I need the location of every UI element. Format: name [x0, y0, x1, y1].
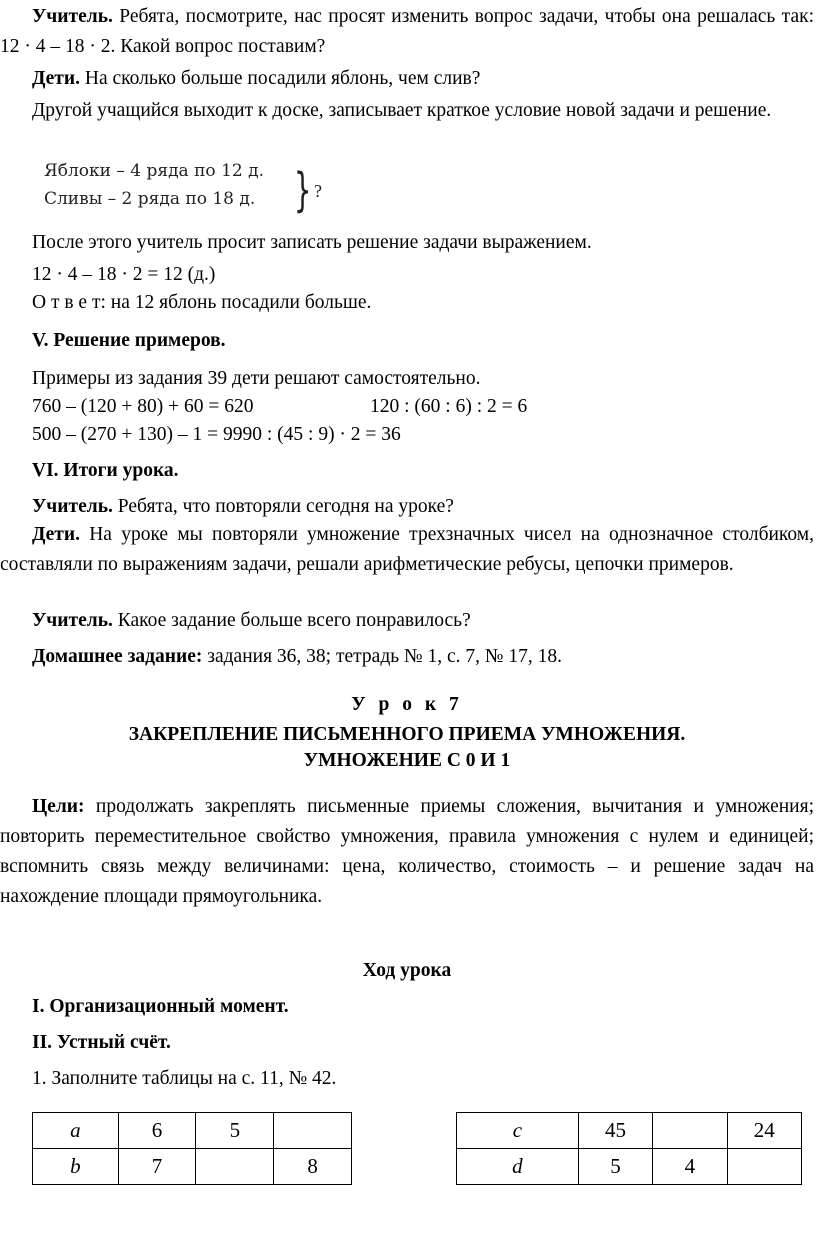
table-cell: 5: [196, 1113, 274, 1149]
example-2: 120 : (60 : 6) : 2 = 6: [370, 396, 528, 417]
speaker-label: Учитель.: [32, 6, 113, 27]
brace-icon: }: [293, 163, 312, 217]
paragraph-children-summary: [0, 520, 814, 580]
paragraph-teacher-summary-question: [0, 492, 814, 522]
table-cell: [727, 1149, 801, 1185]
paragraph-teacher-question: [0, 2, 814, 62]
table-cell: [653, 1113, 727, 1149]
condition-plums: Сливы – 2 ряда по 18 д.: [44, 189, 256, 209]
section-heading-organizational: I. Организационный момент.: [32, 996, 289, 1017]
table-c-d: [456, 1112, 802, 1185]
paragraph-goals: [0, 792, 814, 912]
table-cell: 45: [578, 1113, 652, 1149]
section-heading-summary: VI. Итоги урока.: [32, 460, 179, 481]
lesson-title-line1: ЗАКРЕПЛЕНИЕ ПИСЬМЕННОГО ПРИЕМА УМНОЖЕНИЯ.: [128, 724, 686, 745]
paragraph-text: Какое задание больше всего понравилось?: [112, 610, 471, 631]
paragraph-teacher-favorite: [0, 606, 814, 636]
table-a-b: [32, 1112, 352, 1185]
table-row: [457, 1149, 802, 1185]
table-cell: 24: [727, 1113, 801, 1149]
question-mark: ?: [314, 181, 322, 201]
section-heading-examples: V. Решение примеров.: [32, 330, 226, 351]
condition-apples: Яблоки – 4 ряда по 12 д.: [44, 161, 264, 181]
lesson-title-line2: УМНОЖЕНИЕ С 0 И 1: [303, 750, 511, 771]
speaker-label: Учитель.: [32, 610, 113, 631]
paragraph-children-answer: [0, 64, 814, 94]
example-4: 90 : (45 : 9) · 2 = 36: [242, 424, 401, 445]
heading-lesson-course: Ход урока: [362, 960, 452, 981]
paragraph-text: На сколько больше посадили яблонь, чем слив?: [80, 68, 481, 89]
speaker-label: Дети.: [32, 524, 80, 545]
example-3: 500 – (270 + 130) – 1 = 99: [32, 424, 243, 445]
goals-label: Цели:: [32, 796, 85, 817]
homework-text: задания 36, 38; тетрадь № 1, с. 7, № 17, 18.: [202, 646, 562, 667]
paragraph-expression-instruction: После этого учитель просит записать решение задачи выражением.: [32, 232, 592, 253]
lesson-number: У р о к 7: [351, 694, 463, 715]
answer-label: О т в е т:: [32, 292, 106, 313]
speaker-label: Дети.: [32, 68, 80, 89]
paragraph-text: Ребята, посмотрите, нас просят изменить вопрос задачи, чтобы она решалась так: 12 · 4 – 18 · 2. Какой вопрос поставим?: [0, 6, 814, 57]
table-row: [33, 1149, 352, 1185]
table-cell: d: [457, 1149, 579, 1185]
example-3-4: [32, 420, 401, 450]
table-cell: [196, 1149, 274, 1185]
homework-label: Домашнее задание:: [32, 646, 203, 667]
paragraph-text: Ребята, что повторяли сегодня на уроке?: [112, 496, 454, 517]
table-cell: 6: [118, 1113, 196, 1149]
goals-text: продолжать закреплять письменные приемы сложения, вычитания и умножения; повторить переместительное свойство умножения, правила умножения с нулем и единицей; вспомнить связь между величинами: цена, количество, стоимость – и решение задач на нахождение площади прямоугольника.: [0, 796, 814, 907]
table-cell: 8: [274, 1149, 352, 1185]
table-cell: 4: [653, 1149, 727, 1185]
paragraph-text: На уроке мы повторяли умножение трехзначных чисел на однозначное столбиком, составляли по выражениям задачи, решали арифметические ребусы, цепочки примеров.: [0, 524, 814, 575]
example-1: 760 – (120 + 80) + 60 = 620: [32, 396, 254, 417]
expression-solution: 12 · 4 – 18 · 2 = 12 (д.): [32, 264, 216, 285]
table-cell: b: [33, 1149, 119, 1185]
answer-text: на 12 яблонь посадили больше.: [105, 292, 372, 313]
table-cell: 7: [118, 1149, 196, 1185]
table-row: [33, 1113, 352, 1149]
section-heading-mental-math: II. Устный счёт.: [32, 1032, 171, 1053]
table-cell: a: [33, 1113, 119, 1149]
table-cell: 5: [578, 1149, 652, 1185]
task-instruction: 1. Заполните таблицы на с. 11, № 42.: [32, 1068, 337, 1089]
paragraph-student-board: Другой учащийся выходит к доске, записывает краткое условие новой задачи и решение.: [32, 100, 772, 121]
table-cell: [274, 1113, 352, 1149]
paragraph-answer: [0, 288, 814, 318]
paragraph-homework: [0, 642, 814, 672]
paragraph-examples-intro: Примеры из задания 39 дети решают самостоятельно.: [32, 368, 481, 389]
table-row: [457, 1113, 802, 1149]
table-cell: c: [457, 1113, 579, 1149]
speaker-label: Учитель.: [32, 496, 113, 517]
